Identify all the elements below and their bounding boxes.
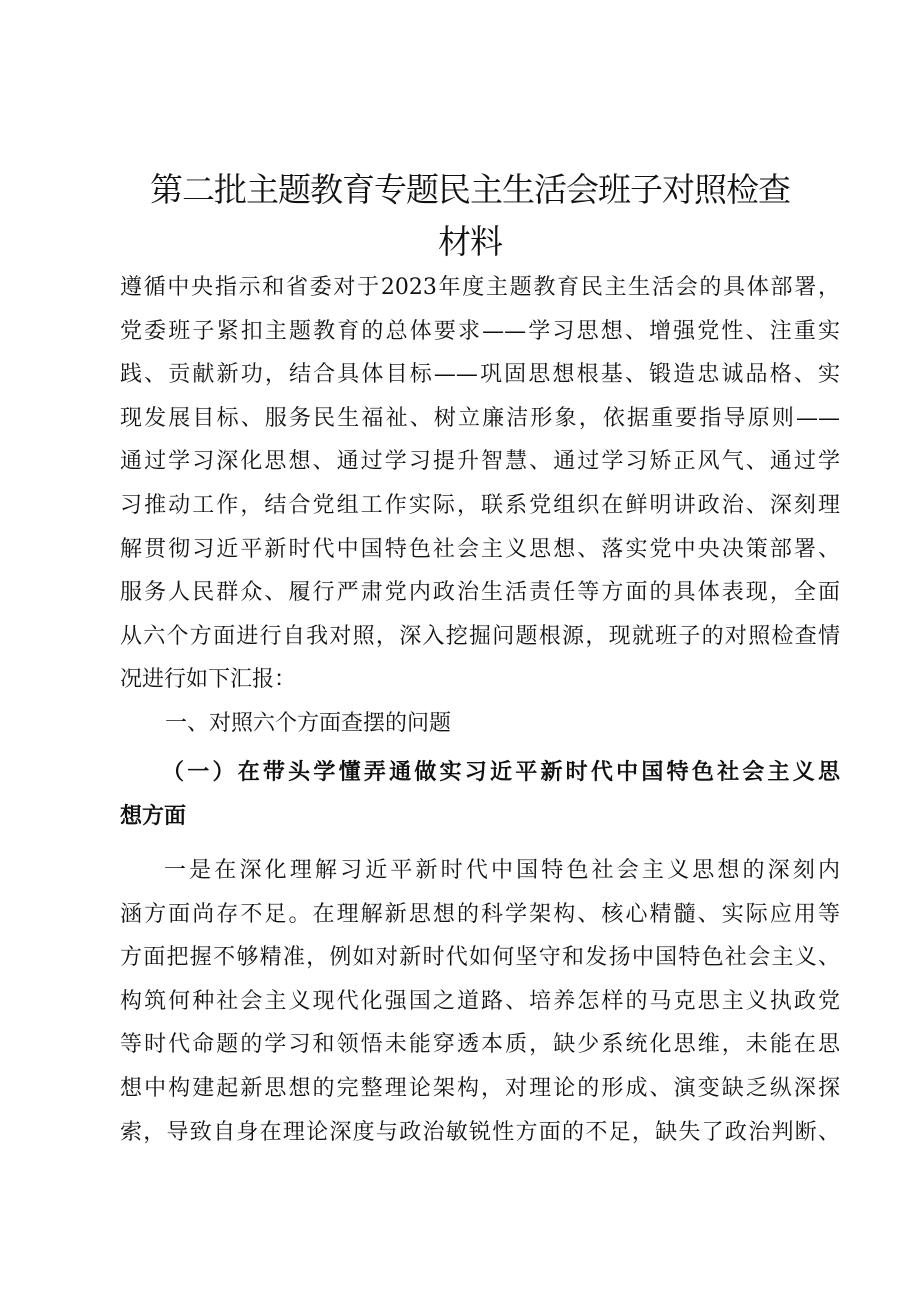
intro-line: 况进行如下汇报： xyxy=(120,667,297,693)
document-title-line-1: 第二批主题教育专题民主生活会班子对照检查 xyxy=(150,170,790,209)
intro-line: 解贯彻习近平新时代中国特色社会主义思想、落实党中央决策部署、 xyxy=(120,536,840,562)
body-paragraph xyxy=(120,849,840,1154)
intro-line: 党委班子紧扣主题教育的总体要求——学习思想、增强党性、注重实 xyxy=(120,318,840,344)
body-line: 涵方面尚存不足。在理解新思想的科学架构、核心精髓、实际应用等 xyxy=(120,901,840,927)
subsection-heading-line: （一）在带头学懂弄通做实习近平新时代中国特色社会主义思 xyxy=(162,759,840,785)
intro-line: 习推动工作，结合党组工作实际，联系党组织在鲜明讲政治、深刻理 xyxy=(120,492,840,518)
subsection-heading-line: 想方面 xyxy=(120,802,187,829)
intro-line: 现发展目标、服务民生福祉、树立廉洁形象，依据重要指导原则—— xyxy=(120,405,840,431)
intro-line: 通过学习深化思想、通过学习提升智慧、通过学习矫正风气、通过学 xyxy=(120,449,840,475)
body-line: 一是在深化理解习近平新时代中国特色社会主义思想的深刻内 xyxy=(164,858,840,883)
body-line: 索，导致自身在理论深度与政治敏锐性方面的不足，缺失了政治判断、 xyxy=(120,1119,840,1145)
subsection-heading xyxy=(120,751,840,838)
body-line: 等时代命题的学习和领悟未能穿透本质，缺少系统化思维，未能在思 xyxy=(120,1032,840,1058)
intro-line: 践、贡献新功，结合具体目标——巩固思想根基、锻造忠诚品格、实 xyxy=(120,362,840,388)
intro-paragraph xyxy=(120,266,840,702)
body-line: 想中构建起新思想的完整理论架构，对理论的形成、演变缺乏纵深探 xyxy=(120,1075,840,1101)
intro-line: 服务人民群众、履行严肃党内政治生活责任等方面的具体表现，全面 xyxy=(120,580,840,606)
document-title-line-2: 材料 xyxy=(438,222,502,261)
body-line: 方面把握不够精准，例如对新时代如何坚守和发扬中国特色社会主义、 xyxy=(120,945,840,971)
intro-line: 遵循中央指示和省委对于2023年度主题教育民主生活会的具体部署， xyxy=(120,275,840,300)
intro-line: 从六个方面进行自我对照，深入挖掘问题根源，现就班子的对照检查情 xyxy=(120,623,840,649)
body-line: 构筑何种社会主义现代化强国之道路、培养怎样的马克思主义执政党 xyxy=(120,988,840,1014)
section-heading: 一、对照六个方面查摆的问题 xyxy=(165,711,452,736)
